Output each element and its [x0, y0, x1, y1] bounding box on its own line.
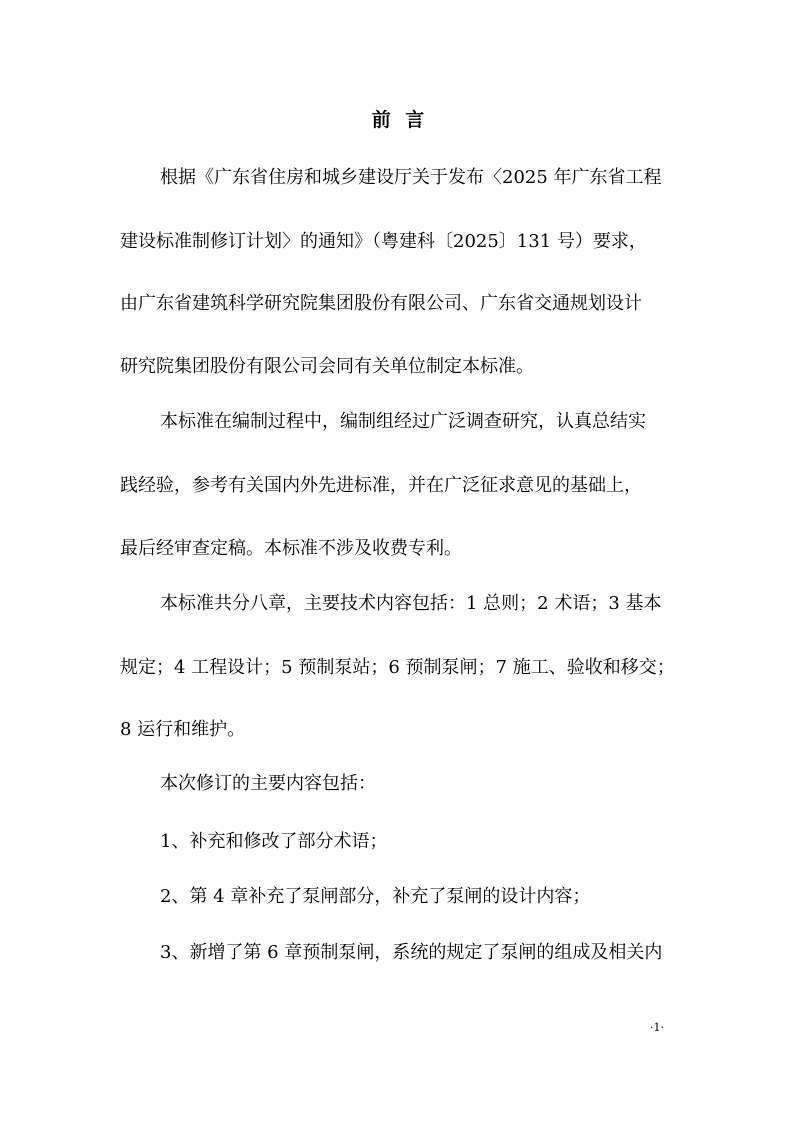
revision-item-2: 2、第 4 章补充了泵闸部分，补充了泵闸的设计内容；: [160, 886, 591, 907]
paragraph-3-line-3: 8 运行和维护。: [120, 719, 246, 740]
paragraph-2-line-2: 践经验，参考有关国内外先进标准，并在广泛征求意见的基础上，: [120, 475, 642, 496]
paragraph-1-line-4: 研究院集团股份有限公司会同有关单位制定本标准。: [120, 356, 534, 377]
paragraph-3-line-1: 本标准共分八章，主要技术内容包括：1 总则；2 术语；3 基本: [160, 593, 662, 614]
revision-item-3: 3、新增了第 6 章预制泵闸，系统的规定了泵闸的组成及相关内: [160, 942, 663, 963]
page-number: ·1·: [650, 1021, 664, 1034]
revision-intro: 本次修订的主要内容包括：: [160, 773, 376, 794]
page-title: 前 言: [371, 109, 429, 131]
paragraph-2-line-1: 本标准在编制过程中，编制组经过广泛调查研究，认真总结实: [160, 411, 646, 432]
paragraph-1-line-2: 建设标准制修订计划〉的通知》（粤建科〔2025〕131 号）要求，: [120, 231, 647, 252]
paragraph-1-line-1: 根据《广东省住房和城乡建设厅关于发布〈2025 年广东省工程: [160, 167, 662, 188]
revision-item-1: 1、补充和修改了部分术语；: [160, 831, 388, 852]
paragraph-1-line-3: 由广东省建筑科学研究院集团股份有限公司、广东省交通规划设计: [120, 293, 642, 314]
paragraph-3-line-2: 规定；4 工程设计；5 预制泵站；6 预制泵闸；7 施工、验收和移交；: [120, 657, 675, 678]
paragraph-2-line-3: 最后经审查定稿。本标准不涉及收费专利。: [120, 538, 462, 559]
